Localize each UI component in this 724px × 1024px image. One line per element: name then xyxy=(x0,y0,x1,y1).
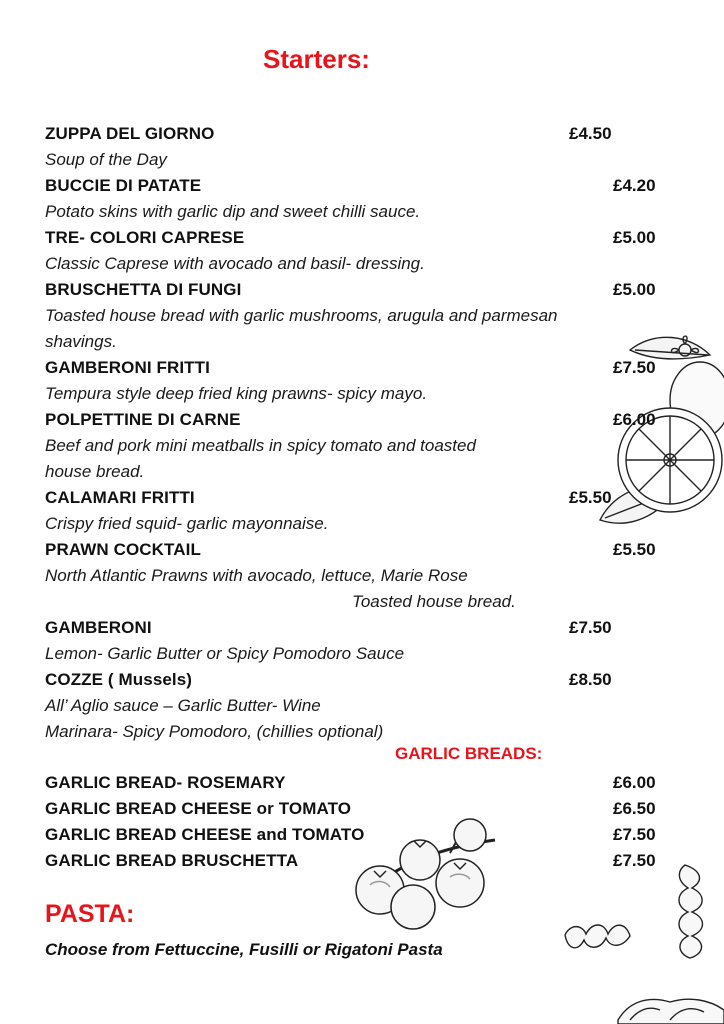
menu-item-description: North Atlantic Prawns with avocado, lettuce, Marie Rose xyxy=(45,566,468,585)
menu-item-price: £7.50 xyxy=(569,618,612,637)
pasta-subtitle: Choose from Fettuccine, Fusilli or Rigatoni Pasta xyxy=(45,940,443,959)
starters-title: Starters: xyxy=(263,44,370,74)
menu-item-name: BUCCIE DI PATATE xyxy=(45,176,202,195)
menu-item-description: Toasted house bread with garlic mushrooms, arugula and parmesan xyxy=(45,306,558,325)
menu-item-price: £5.00 xyxy=(613,228,656,247)
menu-item-name: ZUPPA DEL GIORNO xyxy=(45,124,215,143)
menu-item-name: PRAWN COCKTAIL xyxy=(45,540,201,559)
menu-item-name: CALAMARI FRITTI xyxy=(45,488,195,507)
menu-item-price: £4.20 xyxy=(613,176,656,195)
menu-item-description: Toasted house bread. xyxy=(352,592,516,611)
menu-item-price: £5.50 xyxy=(613,540,656,559)
menu-item-name: GAMBERONI FRITTI xyxy=(45,358,210,377)
menu-item-description: Classic Caprese with avocado and basil- dressing. xyxy=(45,254,425,273)
menu-item-description: All’ Aglio sauce – Garlic Butter- Wine xyxy=(45,696,321,715)
menu-item-name: COZZE ( Mussels) xyxy=(45,670,193,689)
menu-item-price: £5.00 xyxy=(613,280,656,299)
menu-item-name: GAMBERONI xyxy=(45,618,152,637)
menu-item-description: Potato skins with garlic dip and sweet chilli sauce. xyxy=(45,202,421,221)
menu-item-description: Lemon- Garlic Butter or Spicy Pomodoro Sauce xyxy=(45,644,405,663)
menu-item-price: £5.50 xyxy=(569,488,612,507)
menu-item-name: GARLIC BREAD BRUSCHETTA xyxy=(45,851,299,870)
tomato-vine-illustration xyxy=(350,815,520,935)
menu-item-description: Tempura style deep fried king prawns- spicy mayo. xyxy=(45,384,428,403)
menu-item-price: £8.50 xyxy=(569,670,612,689)
menu-item-description: shavings. xyxy=(45,332,117,351)
menu-item-name: POLPETTINE DI CARNE xyxy=(45,410,241,429)
menu-item-price: £6.00 xyxy=(613,410,656,429)
fusilli-illustration xyxy=(560,860,724,1024)
menu-item-name: GARLIC BREAD CHEESE and TOMATO xyxy=(45,825,365,844)
menu-item-description: Crispy fried squid- garlic mayonnaise. xyxy=(45,514,329,533)
garlic-breads-title: GARLIC BREADS: xyxy=(395,744,543,763)
menu-item-price: £6.50 xyxy=(613,799,656,818)
menu-item-description: Beef and pork mini meatballs in spicy tomato and toasted xyxy=(45,436,476,455)
menu-item-name: GARLIC BREAD- ROSEMARY xyxy=(45,773,286,792)
menu-item-price: £7.50 xyxy=(613,825,656,844)
menu-item-name: TRE- COLORI CAPRESE xyxy=(45,228,245,247)
menu-item-name: GARLIC BREAD CHEESE or TOMATO xyxy=(45,799,352,818)
menu-item-price: £6.00 xyxy=(613,773,656,792)
menu-item-description: Soup of the Day xyxy=(45,150,167,169)
menu-item-price: £4.50 xyxy=(569,124,612,143)
pasta-title: PASTA: xyxy=(45,900,135,928)
menu-item-price: £7.50 xyxy=(613,851,656,870)
menu-item-name: BRUSCHETTA DI FUNGI xyxy=(45,280,242,299)
menu-item-description: Marinara- Spicy Pomodoro, (chillies optional) xyxy=(45,722,384,741)
menu-item-description: house bread. xyxy=(45,462,145,481)
menu-item-price: £7.50 xyxy=(613,358,656,377)
